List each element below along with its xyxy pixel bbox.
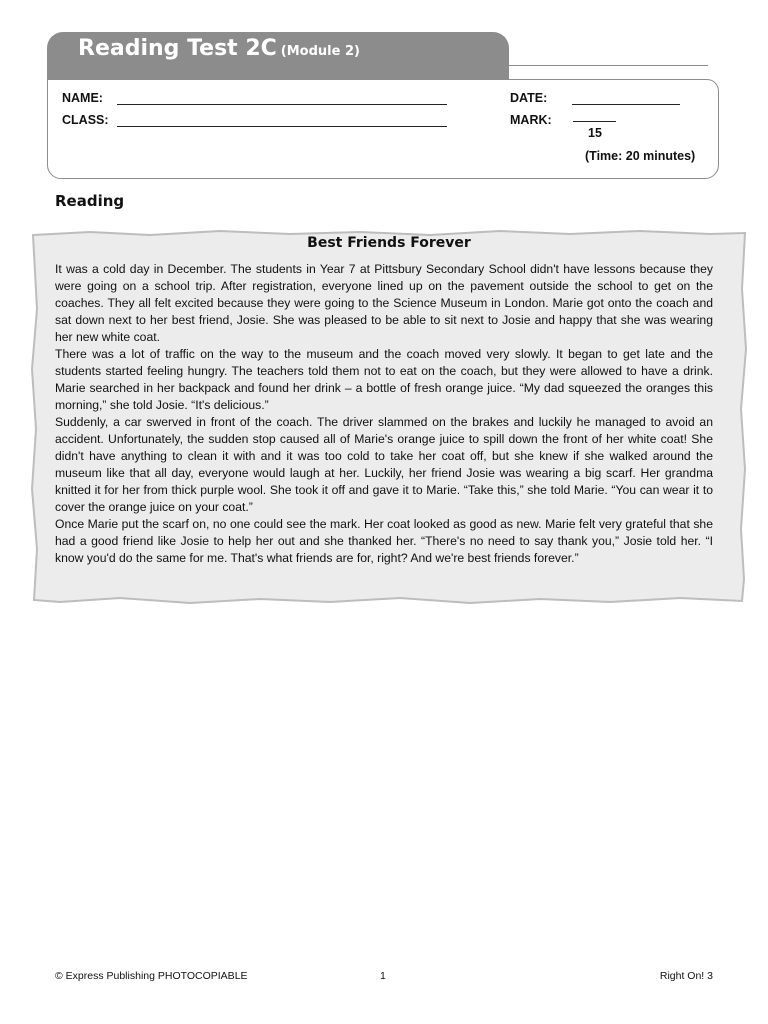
test-title: [78, 36, 360, 61]
name-label: NAME:: [62, 91, 103, 105]
mark-field[interactable]: [573, 121, 616, 122]
name-field[interactable]: [117, 104, 447, 105]
story-paragraph-1: It was a cold day in December. The students in Year 7 at Pittsbury Secondary School didn't have lessons because they were going on a school trip. After registration, everyone lined up on the pavement outside the school to get on the coaches. They all felt excited because they were going to the Science Museum in London. Marie got onto the coach and sat down next to her best friend, Josie. She was pleased to be able to sit next to Josie and happy that she was wearing her new white coat.: [55, 262, 713, 344]
date-field[interactable]: [572, 104, 680, 105]
reading-passage: [30, 229, 748, 605]
student-info-box: [47, 79, 719, 179]
story-paragraph-3: Suddenly, a car swerved in front of the coach. The driver slammed on the brakes and luckily he managed to avoid an accident. Unfortunately, the sudden stop caused all of Marie's orange juice to spill down the front of her white coat! She didn't have anything to clean it with and it was too cold to take her coat off, but she knew if she walked around the museum like that all day, everyone would laugh at her. Luckily, her friend Josie was wearing a big scarf. Her grandma knitted it for her from thick purple wool. She took it off and gave it to Marie. “Take this,” she told Marie. “You can wear it to cover the orange juice on your coat.”: [55, 415, 713, 514]
class-field[interactable]: [117, 126, 447, 127]
footer-copyright: © Express Publishing PHOTOCOPIABLE: [55, 970, 248, 982]
test-title-main: Reading Test 2C: [78, 36, 277, 61]
mark-total: 15: [588, 126, 602, 140]
test-title-module: (Module 2): [280, 44, 360, 59]
mark-label: MARK:: [510, 113, 552, 127]
title-rule: [500, 65, 708, 66]
story-paragraph-2: There was a lot of traffic on the way to the museum and the coach moved very slowly. It began to get late and the students started feeling hungry. The teachers told them not to eat on the coach, but they were allowed to have a drink. Marie searched in her backpack and found her drink – a bottle of fresh orange juice. “My dad squeezed the oranges this morning,” she told Josie. “It's delicious.”: [55, 347, 713, 412]
story-body: [55, 261, 713, 567]
date-label: DATE:: [510, 91, 548, 105]
section-heading: Reading: [55, 192, 125, 210]
footer-page-number: 1: [380, 970, 386, 982]
story-title: Best Friends Forever: [307, 235, 471, 251]
class-label: CLASS:: [62, 113, 109, 127]
time-limit: (Time: 20 minutes): [585, 149, 696, 163]
story-paragraph-4: Once Marie put the scarf on, no one could see the mark. Her coat looked as good as new. Marie felt very grateful that she had a good friend like Josie to help her out and she thanked her. “There's no need to say thank you,” Josie told her. “I know you'd do the same for me. That's what friends are for, right? And we're best friends forever.”: [55, 517, 713, 565]
footer-book-title: Right On! 3: [659, 970, 713, 982]
